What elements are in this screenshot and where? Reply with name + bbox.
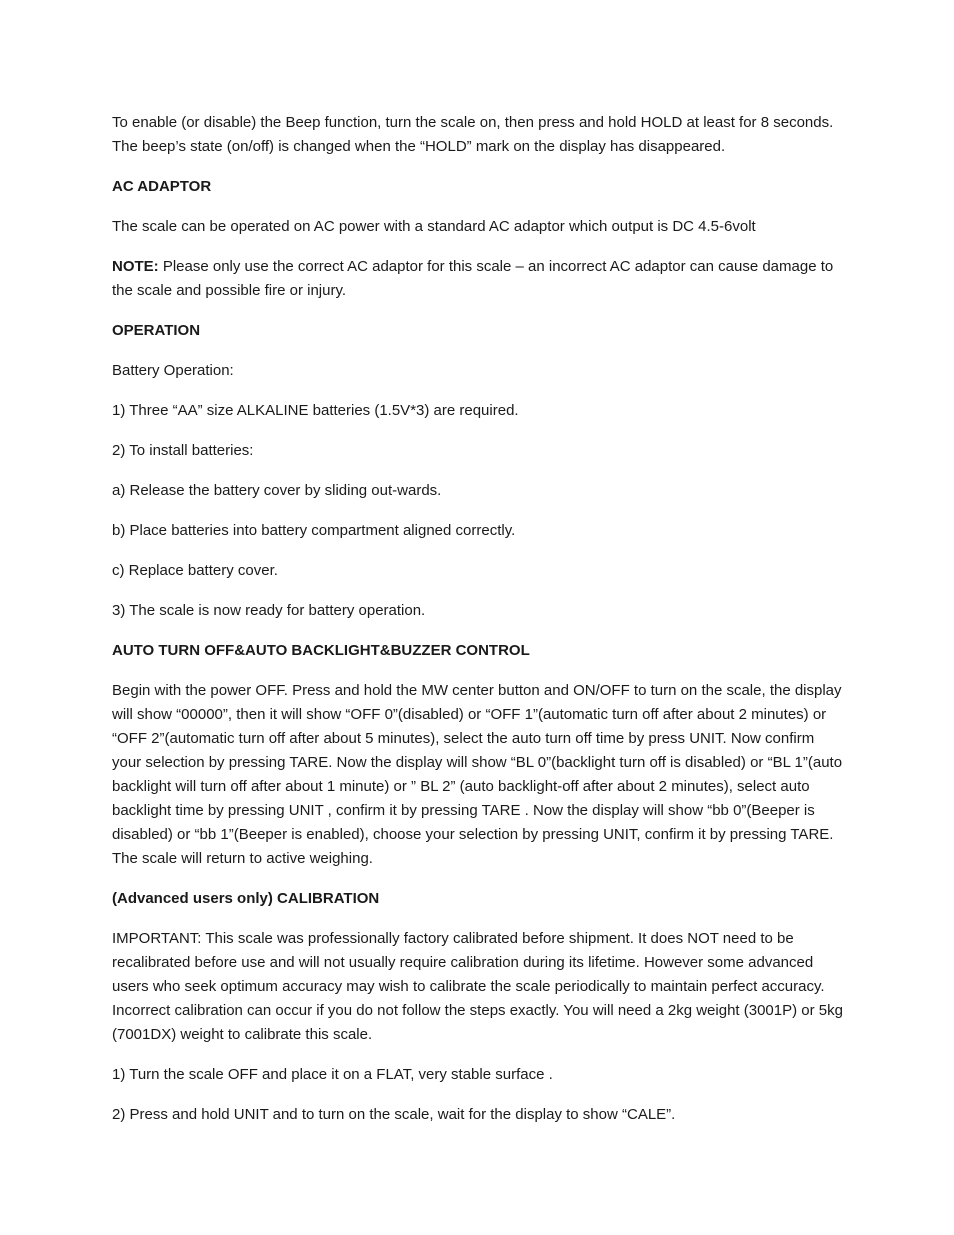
- battery-step-2c: c) Replace battery cover.: [112, 562, 278, 579]
- operation-heading: OPERATION: [112, 322, 201, 339]
- document-page: [112, 111, 844, 1143]
- battery-step-1: 1) Three “AA” size ALKALINE batteries (1.5V*3) are required.: [112, 402, 519, 419]
- calibration-step-2: 2) Press and hold UNIT and to turn on the scale, wait for the display to show “CALE”.: [112, 1106, 676, 1123]
- beep-paragraph: To enable (or disable) the Beep function, turn the scale on, then press and hold HOLD at least for 8 seconds. The beep’s state (on/off) is changed when the “HOLD” mark on the display has disappeared.: [112, 114, 834, 155]
- ac-adaptor-heading: AC ADAPTOR: [112, 178, 212, 195]
- calibration-paragraph: IMPORTANT: This scale was professionally factory calibrated before shipment. It does NOT need to be recalibrated before use and will not usually require calibration during its lifetime. However some advanced users who seek optimum accuracy may wish to calibrate the scale periodically to maintain perfect accuracy. Incorrect calibration can occur if you do not follow the steps exactly. You will need a 2kg weight (3001P) or 5kg (7001DX) weight to calibrate this scale.: [112, 930, 843, 1043]
- battery-operation-label: Battery Operation:: [112, 362, 234, 379]
- note-label: NOTE:: [112, 258, 159, 275]
- note-text: Please only use the correct AC adaptor for this scale – an incorrect AC adaptor can cause damage to the scale and possible fire or injury.: [112, 258, 834, 299]
- battery-step-2a: a) Release the battery cover by sliding out-wards.: [112, 482, 442, 499]
- auto-control-heading: AUTO TURN OFF&AUTO BACKLIGHT&BUZZER CONTROL: [112, 642, 530, 659]
- auto-control-paragraph: Begin with the power OFF. Press and hold the MW center button and ON/OFF to turn on the scale, the display will show “00000”, then it will show “OFF 0”(disabled) or “OFF 1”(automatic turn off after about 2 minutes) or “OFF 2”(automatic turn off after about 5 minutes), select the auto turn off time by press UNIT. Now confirm your selection by pressing TARE. Now the display will show “BL 0”(backlight turn off is disabled) or “BL 1”(auto backlight will turn off after about 1 minute) or ” BL 2” (auto backlight-off after about 2 minutes), select auto backlight time by pressing UNIT , confirm it by pressing TARE . Now the display will show “bb 0”(Beeper is disabled) or “bb 1”(Beeper is enabled), choose your selection by pressing UNIT, confirm it by pressing TARE. The scale will return to active weighing.: [112, 682, 843, 867]
- ac-adaptor-paragraph: The scale can be operated on AC power with a standard AC adaptor which output is DC 4.5-6volt: [112, 218, 756, 235]
- battery-step-2b: b) Place batteries into battery compartment aligned correctly.: [112, 522, 516, 539]
- calibration-heading: (Advanced users only) CALIBRATION: [112, 890, 380, 907]
- note-paragraph: [112, 255, 844, 303]
- calibration-step-1: 1) Turn the scale OFF and place it on a FLAT, very stable surface .: [112, 1066, 553, 1083]
- battery-step-3: 3) The scale is now ready for battery operation.: [112, 602, 426, 619]
- battery-step-2: 2) To install batteries:: [112, 442, 254, 459]
